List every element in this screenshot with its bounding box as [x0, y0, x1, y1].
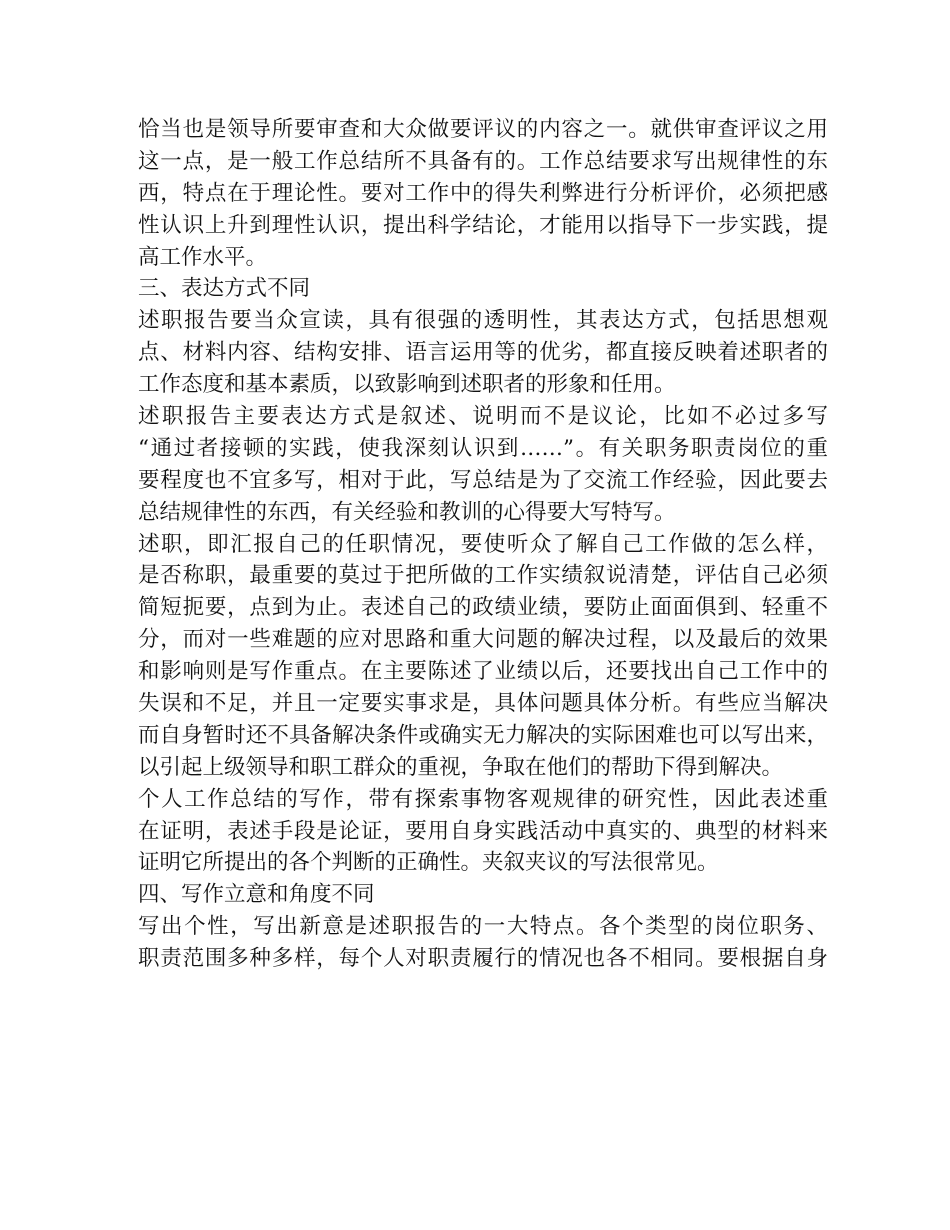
- text-line: 写出个性，写出新意是述职报告的一大特点。各个类型的岗位职务、: [138, 914, 828, 940]
- text-line: 总结规律性的东西，有关经验和教训的心得要大写特写。: [138, 499, 676, 525]
- text-line: 性认识上升到理性认识，提出科学结论，才能用以指导下一步实践，提: [138, 212, 828, 238]
- text-line: 点、材料内容、结构安排、语言运用等的优劣，都直接反映着述职者的: [138, 340, 828, 366]
- text-line: 而自身暂时还不具备解决条件或确实无力解决的实际困难也可以写出来，: [138, 722, 828, 748]
- text-line: 述职报告主要表达方式是叙述、说明而不是议论，比如不必过多写: [138, 404, 828, 430]
- text-line: 这一点，是一般工作总结所不具备有的。工作总结要求写出规律性的东: [138, 148, 828, 174]
- section-heading: 四、写作立意和角度不同: [138, 882, 375, 908]
- text-line: 高工作水平。: [138, 244, 268, 270]
- text-line: 恰当也是领导所要审查和大众做要评议的内容之一。就供审查评议之用: [138, 117, 828, 142]
- document-body: [138, 114, 828, 975]
- text-line: 个人工作总结的写作，带有探索事物客观规律的研究性，因此表述重: [138, 786, 828, 812]
- text-line: 西，特点在于理论性。要对工作中的得失利弊进行分析评价，必须把感: [138, 180, 828, 206]
- text-line: 职责范围多种多样，每个人对职责履行的情况也各不相同。要根据自身: [138, 946, 828, 972]
- text-line: 失误和不足，并且一定要实事求是，具体问题具体分析。有些应当解决: [138, 691, 828, 717]
- text-line: 简短扼要，点到为止。表述自己的政绩业绩，要防止面面俱到、轻重不: [138, 595, 828, 621]
- text-line: 和影响则是写作重点。在主要陈述了业绩以后，还要找出自己工作中的: [138, 659, 828, 685]
- text-line: 在证明，表述手段是论证，要用自身实践活动中真实的、典型的材料来: [138, 818, 828, 844]
- text-line: 述职报告要当众宣读，具有很强的透明性，其表达方式，包括思想观: [138, 308, 828, 334]
- section-heading: 三、表达方式不同: [138, 276, 311, 302]
- text-line: “通过者接顿的实践，使我深刻认识到……”。有关职务职责岗位的重: [138, 435, 828, 461]
- text-line: 证明它所提出的各个判断的正确性。夹叙夹议的写法很常见。: [138, 850, 719, 876]
- text-line: 以引起上级领导和职工群众的重视，争取在他们的帮助下得到解决。: [138, 754, 784, 780]
- text-line: 述职，即汇报自己的任职情况，要使听众了解自己工作做的怎么样，: [138, 531, 828, 557]
- text-line: 工作态度和基本素质，以致影响到述职者的形象和任用。: [138, 372, 676, 398]
- text-line: 分，而对一些难题的应对思路和重大问题的解决过程，以及最后的效果: [138, 627, 828, 653]
- text-line: 是否称职，最重要的莫过于把所做的工作实绩叙说清楚，评估自己必须: [138, 563, 828, 589]
- text-line: 要程度也不宜多写，相对于此，写总结是为了交流工作经验，因此要去: [138, 467, 828, 493]
